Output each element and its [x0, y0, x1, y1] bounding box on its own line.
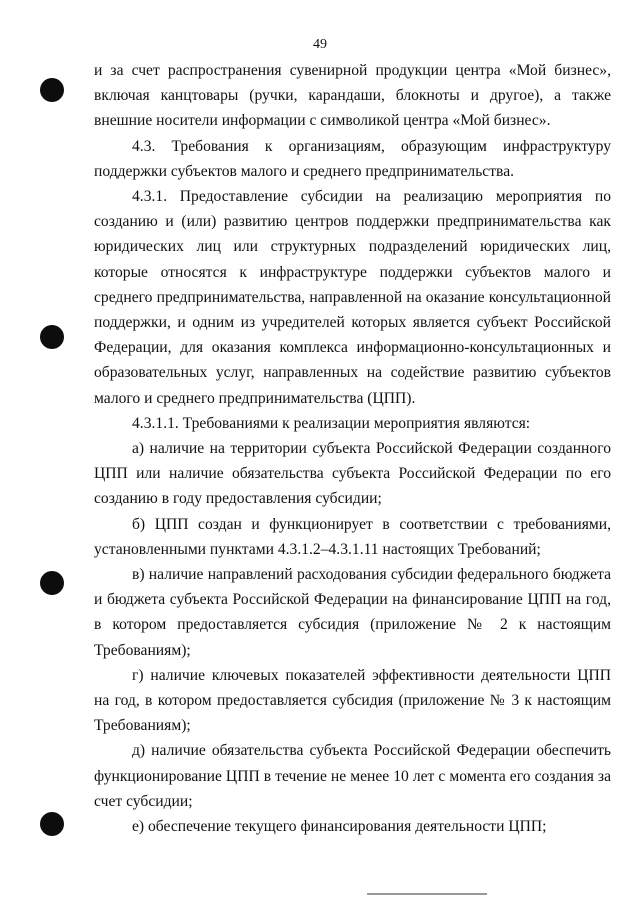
list-item-g: г) наличие ключевых показателей эффективности деятельности ЦПП на год, в котором предоставляется субсидия (приложение № 3 к настоящим Требованиям); — [94, 666, 611, 735]
paragraph-4-3-1: 4.3.1. Предоставление субсидии на реализацию мероприятия по созданию и (или) развитию центров поддержки предпринимательства как юридических лиц или структурных подразделений юридических лиц, которые относятся к инфраструктуре поддержки субъектов малого и среднего предпринимательства, направленной на оказание консультационной поддержки, и одним из учредителей которых является субъект Российской Федерации, для оказания комплекса информационно-консультационных и образовательных услуг, направленных на содействие развитию субъектов малого и среднего предпринимательства (ЦПП). — [94, 188, 611, 407]
list-item-e: е) обеспечение текущего финансирования деятельности ЦПП; — [132, 818, 547, 836]
document-body — [94, 58, 611, 839]
scan-artifact-line — [367, 893, 487, 895]
punch-hole-mark — [40, 78, 64, 102]
punch-hole-mark — [40, 571, 64, 595]
list-item-v: в) наличие направлений расходования субсидии федерального бюджета и бюджета субъекта Российской Федерации на финансирование ЦПП на год, в котором предоставляется субсидия (приложение № 2 к настоящим Требованиям); — [94, 566, 611, 659]
list-item-a: а) наличие на территории субъекта Российской Федерации созданного ЦПП или наличие обязательства субъекта Российской Федерации по его созданию в году предоставления субсидии; — [94, 440, 611, 508]
punch-hole-mark — [40, 812, 64, 836]
paragraph-continuation: и за счет распространения сувенирной продукции центра «Мой бизнес», включая канцтовары (ручки, карандаши, блокноты и другое), а также внешние носители информации с символикой центра «Мой бизнес». — [94, 62, 611, 130]
paragraph-4-3-1-1: 4.3.1.1. Требованиями к реализации мероприятия являются: — [132, 414, 531, 432]
list-item-b: б) ЦПП создан и функционирует в соответствии с требованиями, установленными пунктами 4.3.1.2–4.3.1.11 настоящих Требований; — [94, 515, 611, 558]
page-number: 49 — [313, 37, 327, 52]
punch-hole-mark — [40, 325, 64, 349]
section-heading-4-3: 4.3. Требования к организациям, образующим инфраструктуру поддержки субъектов малого и среднего предпринимательства. — [94, 137, 611, 180]
list-item-d: д) наличие обязательства субъекта Российской Федерации обеспечить функционирование ЦПП в течение не менее 10 лет с момента его создания за счет субсидии; — [94, 742, 611, 810]
